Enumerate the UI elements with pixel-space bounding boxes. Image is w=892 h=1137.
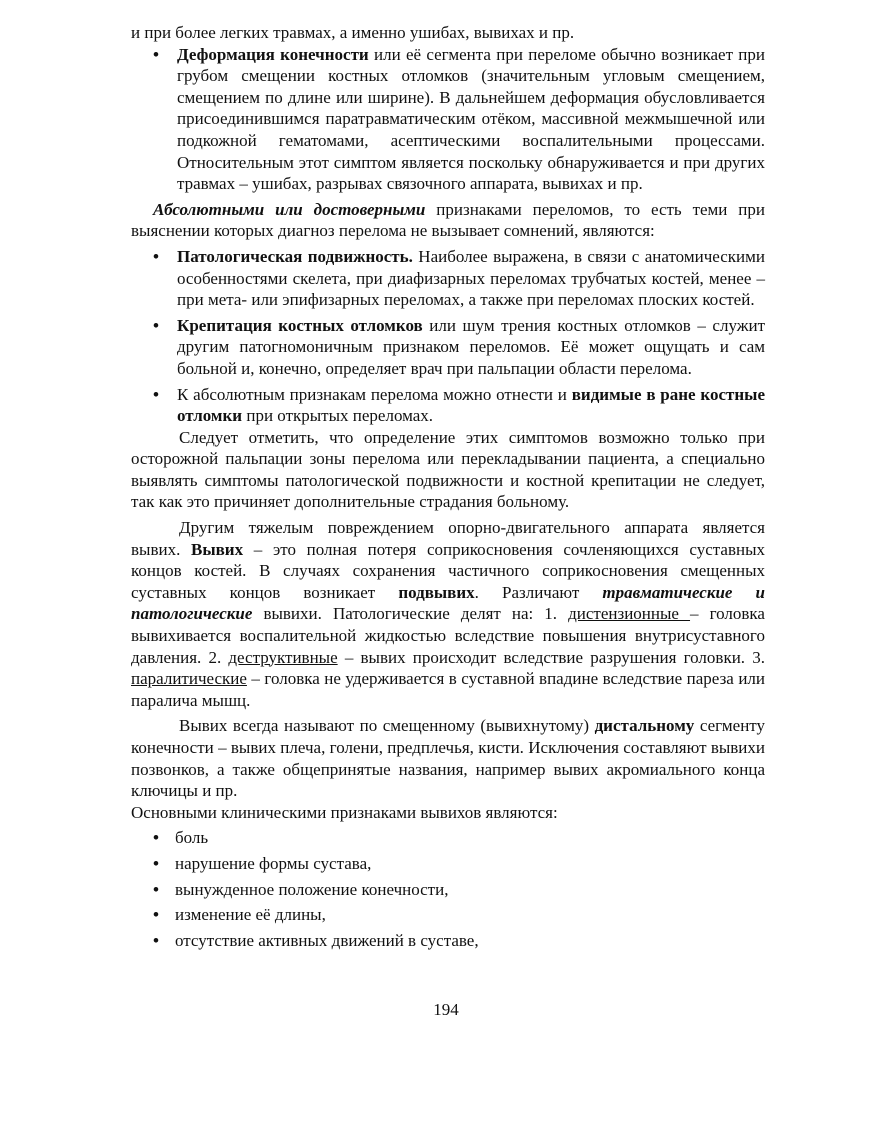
disl-t4: вывихи. Патологические делят на: 1. xyxy=(252,604,569,624)
list-item-mobility xyxy=(131,246,765,311)
list-item-deformity xyxy=(131,44,765,195)
term-traumatic-pathologic: травматические и патологические xyxy=(131,582,765,624)
term-subluxation: подвывих xyxy=(398,582,475,602)
paragraph-naming xyxy=(131,715,765,801)
term-distal: дистальному xyxy=(594,716,695,736)
fracture-signs-relative xyxy=(131,44,765,195)
disl-t3: . Различают xyxy=(474,582,603,602)
mobility-text: Наиболее выражена, в связи с анатомическими особенностями скелета, при диафизарных переломах трубчатых костей, менее – при мета- или эпифизарных переломах, а также при переломах плоских костей. xyxy=(177,246,765,310)
crepitation-text: или шум трения костных отломков – служит другим патогномоничным признаком переломов. Её может ощущать и сам больной и, конечно, определяет врач при пальпации области перелома. xyxy=(177,315,765,378)
naming-t2: сегменту конечности – вывих плеча, голени, предплечья, кисти. Исключения составляют вывихи позвонков, а также общепринятые названия, например вывих акромиального конца ключицы и пр. xyxy=(131,716,766,801)
list-item-visible-fragments xyxy=(131,384,765,427)
paragraph-note: Следует отметить, что определение этих симптомов возможно только при осторожной пальпации зоны перелома или перекладывании пациента, а специально выявлять симптомы патологической подвижности и костной крепитации не следует, так как это причиняет дополнительные страдания больному. xyxy=(131,427,765,512)
fragments-text-1: К абсолютным признакам перелома можно отнести и xyxy=(177,384,572,404)
list-item-text: отсутствие активных движений в суставе, xyxy=(175,930,479,950)
absolute-text: признаками переломов, то есть теми при выяснении которых диагноз перелома не вызывает сомнений, являются: xyxy=(131,199,765,241)
term-crepitation: Крепитация костных отломков xyxy=(177,315,423,335)
paragraph-0: и при более легких травмах, а именно ушибах, вывихах и пр. xyxy=(131,23,575,42)
bullet-icon: • xyxy=(153,44,159,64)
disl-t2: – это полная потеря соприкосновения сочленяющихся суставных концов костей. В случаях сохранения частичного соприкосновения смещенных суставных концов возникает xyxy=(131,539,766,602)
disl-t5: – головка вывихивается воспалительной жидкостью вследствие повышения внутрисуставного давления. 2. xyxy=(131,604,765,667)
list-item-text: вынужденное положение конечности, xyxy=(175,879,449,899)
bullet-icon: • xyxy=(153,879,159,899)
page-body xyxy=(131,22,765,951)
disl-t7: – головка не удерживается в суставной впадине вследствие пареза или паралича мышц. xyxy=(131,669,765,710)
bullet-icon: • xyxy=(153,315,159,335)
term-absolute: Абсолютными или достоверными xyxy=(153,199,426,219)
term-deformity: Деформация конечности xyxy=(177,44,369,64)
list-item-crepitation xyxy=(131,315,765,380)
paragraph-absolute-signs xyxy=(131,199,765,242)
term-distension: дистензионные xyxy=(568,604,691,624)
list-item-text: изменение её длины, xyxy=(175,905,326,925)
bullet-icon: • xyxy=(153,905,159,925)
list-item xyxy=(131,930,765,952)
term-dislocation: Вывих xyxy=(191,539,244,559)
term-destructive: деструктивные xyxy=(228,647,338,667)
list-item-text: нарушение формы сустава, xyxy=(175,853,372,873)
naming-t1: Вывих всегда называют по смещенному (вывихнутому) xyxy=(179,716,595,736)
deformity-text: или её сегмента при переломе обычно возникает при грубом смещении костных отломков (значительным угловым смещением, смещением по длине или ширине). В дальнейшем деформация обусловливается присоединившимся паратравматическим отёком, массивной межмышечной или подкожной гематомами, асептическими воспалительными процессами. Относительным этот симптом является поскольку обнаруживается и при других травмах – ушибах, разрывах связочного аппарата, вывихах и пр. xyxy=(177,44,765,194)
paragraph-clinical-signs: Основными клиническими признаками вывихов являются: xyxy=(131,802,558,822)
term-visible-fragments: видимые в ране костные отломки xyxy=(177,384,765,426)
bullet-icon: • xyxy=(153,384,159,404)
fragments-text-2: при открытых переломах. xyxy=(242,406,434,426)
list-item xyxy=(131,904,765,926)
dislocation-signs-list xyxy=(131,827,765,951)
fracture-signs-absolute xyxy=(131,246,765,427)
list-item-text: боль xyxy=(175,828,209,848)
term-paralytic: паралитические xyxy=(131,669,247,689)
list-item xyxy=(131,827,765,849)
bullet-icon: • xyxy=(153,828,159,848)
disl-t6: – вывих происходит вследствие разрушения головки. 3. xyxy=(337,647,765,667)
disl-t1: Другим тяжелым повреждением опорно-двигательного аппарата является вывих. xyxy=(131,518,765,559)
bullet-icon: • xyxy=(153,246,159,266)
list-item xyxy=(131,853,765,875)
bullet-icon: • xyxy=(153,930,159,950)
term-mobility: Патологическая подвижность. xyxy=(177,246,413,266)
list-item xyxy=(131,879,765,901)
paragraph-dislocation xyxy=(131,517,765,711)
bullet-icon: • xyxy=(153,853,159,873)
page-number: 194 xyxy=(433,1000,459,1019)
